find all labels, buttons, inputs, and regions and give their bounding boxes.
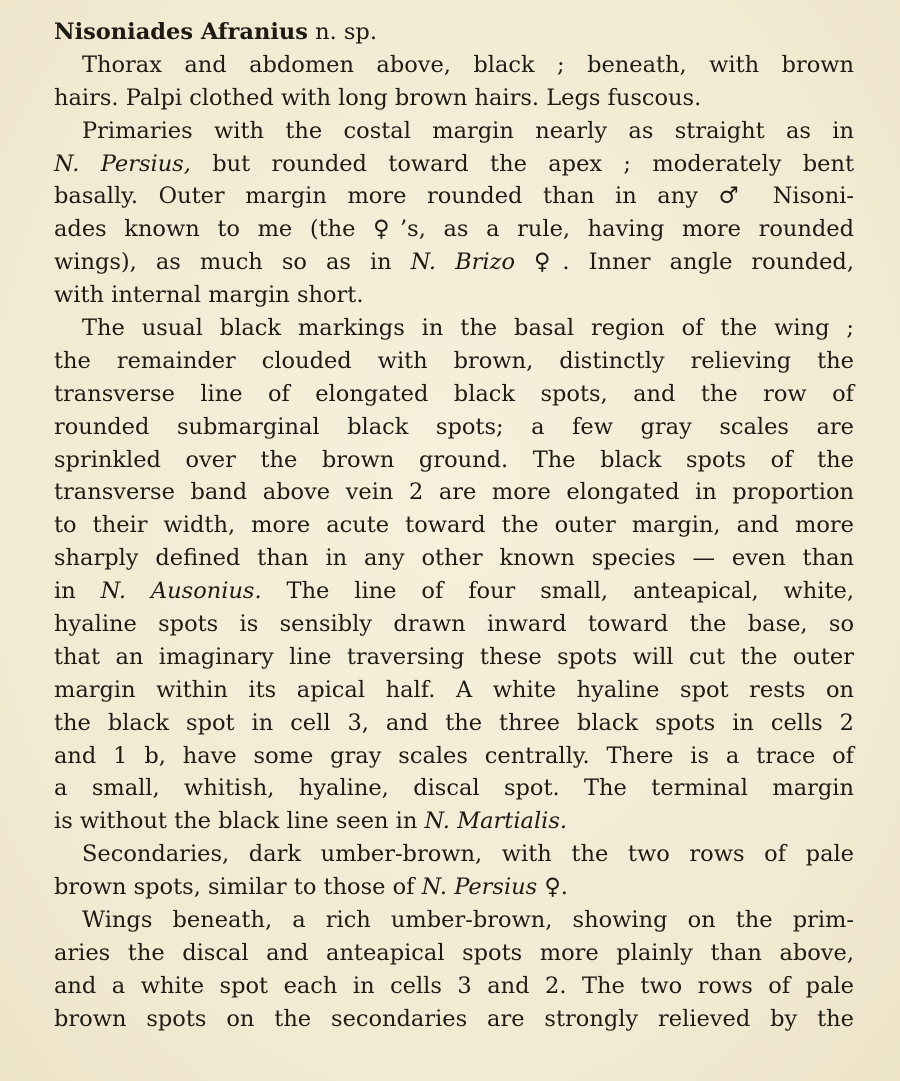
- species-note: n. sp.: [307, 19, 377, 45]
- text-line: Secondaries, dark umber-brown, with the two rows of pale: [82, 841, 854, 868]
- text-line: hairs. Palpi clothed with long brown hairs. Legs fuscous.: [54, 84, 702, 111]
- text-line: Thorax and abdomen above, black ; beneath, with brown: [82, 51, 854, 78]
- text-run: ♀.: [537, 874, 568, 901]
- paragraph-markings: [54, 312, 854, 838]
- text-run: The line of four small, anteapical, white,: [261, 578, 854, 605]
- text-line: and 1 b, have some gray scales centrally. There is a trace of: [54, 742, 854, 769]
- text-line: with internal margin short.: [54, 282, 364, 309]
- text-line: [54, 246, 854, 279]
- text-line: margin within its apical half. A white hyaline spot rests on: [54, 676, 854, 703]
- species-heading: [54, 16, 854, 49]
- text-line: ades known to me (the ♀’s, as a rule, having more rounded: [54, 216, 854, 243]
- text-line: hyaline spots is sensibly drawn inward toward the base, so: [54, 611, 854, 638]
- text-line: Wings beneath, a rich umber-brown, showing on the prim-: [82, 907, 854, 934]
- text-line: [54, 148, 854, 181]
- paragraph-primaries: [54, 115, 854, 312]
- text-line: sprinkled over the brown ground. The black spots of the: [54, 446, 854, 473]
- text-run: but rounded toward the apex ; moderately bent: [190, 150, 855, 177]
- paragraph-secondaries: [54, 838, 854, 904]
- text-line: the black spot in cell 3, and the three black spots in cells 2: [54, 709, 854, 736]
- text-line: rounded submarginal black spots; a few gray scales are: [54, 413, 854, 440]
- species-name: Nisoniades Afranius: [54, 19, 308, 45]
- text-run: ♀. Inner angle rounded,: [515, 249, 854, 276]
- text-line: to their width, more acute toward the outer margin, and more: [54, 512, 854, 539]
- text-line: Primaries with the costal margin nearly as straight as in: [82, 117, 854, 144]
- text-line: a small, whitish, hyaline, discal spot. The terminal margin: [54, 775, 854, 802]
- text-line: that an imaginary line traversing these spots will cut the outer: [54, 643, 854, 670]
- taxon-name: N. Ausonius.: [100, 578, 262, 605]
- taxon-name: N. Brizo: [410, 249, 516, 276]
- text-line: [54, 575, 854, 608]
- text-run: brown spots, similar to those of: [54, 874, 422, 901]
- taxon-name: N. Persius,: [54, 150, 191, 177]
- text-line: The usual black markings in the basal region of the wing ;: [82, 315, 854, 342]
- text-line: and a white spot each in cells 3 and 2. The two rows of pale: [54, 972, 854, 999]
- text-run: in: [54, 578, 101, 605]
- text-line: brown spots on the secondaries are strongly relieved by the: [54, 1005, 854, 1032]
- text-run: is without the black line seen in: [54, 808, 425, 835]
- text-line: transverse band above vein 2 are more elongated in proportion: [54, 479, 854, 506]
- taxon-name: N. Martialis.: [424, 808, 568, 835]
- text-line: transverse line of elongated black spots, and the row of: [54, 380, 854, 407]
- paragraph-underside: [54, 904, 854, 1036]
- taxon-name: N. Persius: [421, 874, 538, 901]
- text-line: the remainder clouded with brown, distinctly relieving the: [54, 347, 854, 374]
- text-line: sharply defined than in any other known species — even than: [54, 545, 854, 572]
- text-run: wings), as much so as in: [54, 249, 411, 276]
- text-line: [54, 871, 854, 904]
- text-line: basally. Outer margin more rounded than in any ♂ Nisoni-: [54, 183, 854, 210]
- text-line: aries the discal and anteapical spots more plainly than above,: [54, 939, 854, 966]
- text-line: [54, 805, 854, 838]
- paragraph-body: [54, 49, 854, 115]
